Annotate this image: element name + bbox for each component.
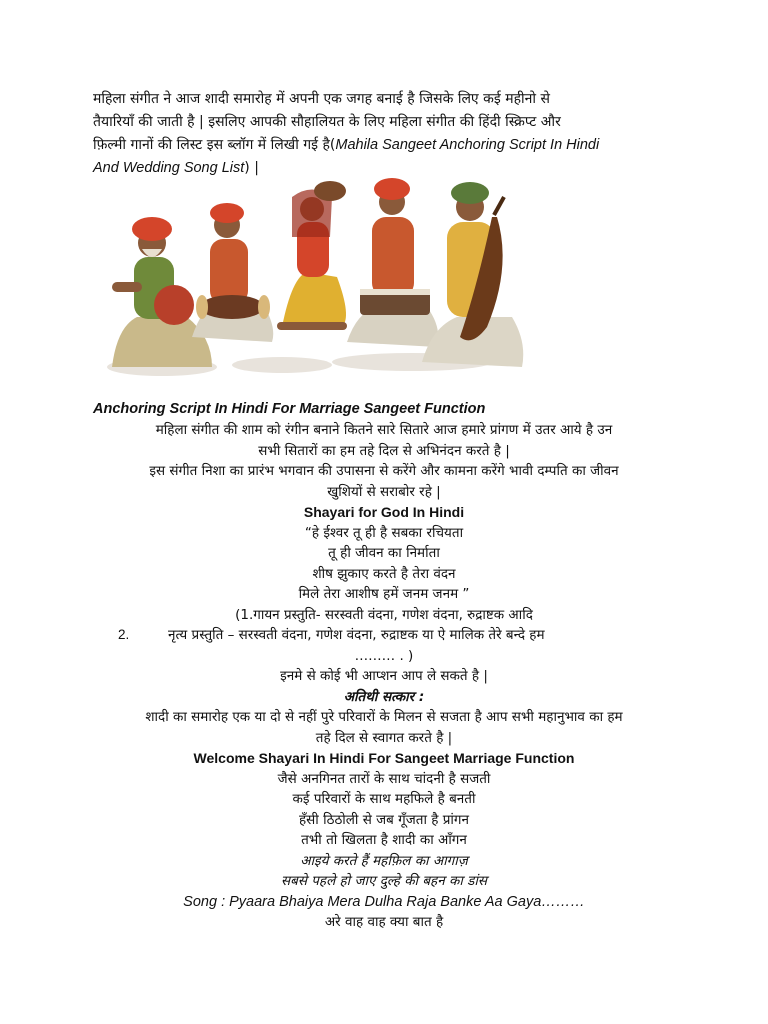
intro-line-2: तैयारियाँ की जाती है | इसलिए आपकी सौहालियत के लिए महिला संगीत की हिंदी स्क्रिप्ट और xyxy=(93,114,561,130)
paragraph-1-line-2: सभी सितारों का हम तहे दिल से अभिनंदन करते है | xyxy=(258,442,510,459)
list-item-2-number: 2. xyxy=(118,627,130,642)
shayari-welcome-line-3: हँसी ठिठोली से जब गूँजता है प्रांगन xyxy=(299,811,469,828)
intro-line-4-end: ) | xyxy=(244,160,259,176)
intro-paragraph xyxy=(93,88,683,180)
song-title: Song : Pyaara Bhaiya Mera Dulha Raja Banke Aa Gaya……… xyxy=(183,893,585,910)
shayari-god-line-3: शीष झुकाए करते है तेरा वंदन xyxy=(312,565,456,582)
list-item-1: (1.गायन प्रस्तुति- सरस्वती वंदना, गणेश वंदना, रुद्राष्टक आदि xyxy=(235,606,533,623)
figurine-sarangi-player xyxy=(422,182,523,367)
shayari-welcome-line-1: जैसे अनगिनत तारों के साथ चांदनी है सजती xyxy=(277,770,491,787)
paragraph-1-line-1: महिला संगीत की शाम को रंगीन बनाने कितने सारे सितारे आज हमारे प्रांगण में उतर आये है उन xyxy=(155,422,613,438)
shayari-welcome-line-4: तभी तो खिलता है शादी का आँगन xyxy=(301,832,467,848)
paragraph-2-line-1: इस संगीत निशा का प्रारंभ भगवान की उपासना से करेंगे और कामना करेंगे भावी दम्पति का जीवन xyxy=(149,463,619,479)
figurine-dholak-player xyxy=(192,203,273,342)
figurine-dancer-with-pot xyxy=(277,181,347,330)
figurine-harmonium-player xyxy=(347,178,438,347)
intro-line-4-english: And Wedding Song List xyxy=(93,160,245,176)
shayari-welcome-line-2: कई परिवारों के साथ महफिले है बनती xyxy=(292,791,476,807)
intro-line-3-hindi: फ़िल्मी गानों की लिस्ट इस ब्लॉग में लिखी गई है( xyxy=(93,137,336,153)
section-heading-anchoring-script: Anchoring Script In Hindi For Marriage Sangeet Function xyxy=(93,401,486,417)
intro-line-3 xyxy=(93,134,683,157)
song-after-line: अरे वाह वाह क्या बात है xyxy=(324,914,444,930)
shayari-god-line-4: मिले तेरा आशीष हमें जनम जनम ” xyxy=(298,586,470,602)
paragraph-2-line-2: खुशियों से सराबोर रहे | xyxy=(327,483,441,500)
figurine-pot-drummer xyxy=(112,217,212,367)
welcome-line-1: शादी का समारोह एक या दो से नहीं पुरे परिवारों के मिलन से सजता है आप सभी महानुभाव का हम xyxy=(145,709,623,725)
intro-line-3-english: Mahila Sangeet Anchoring Script In Hindi xyxy=(335,137,600,153)
shayari-god-line-2: तू ही जीवन का निर्माता xyxy=(328,545,440,561)
welcome-title: अतिथी सत्कार : xyxy=(343,688,425,705)
script-body xyxy=(88,420,680,933)
shayari-welcome-line-6: सबसे पहले हो जाए दुल्हे की बहन का डांस xyxy=(280,873,488,889)
shayari-welcome-title: Welcome Shayari In Hindi For Sangeet Marriage Function xyxy=(193,750,575,766)
shayari-welcome-line-5: आइये करते हैं महफ़िल का आगाज़ xyxy=(300,852,468,869)
musicians-illustration xyxy=(92,177,532,382)
list-item-2-continuation: ……… . ) xyxy=(354,647,414,664)
list-note: इनमे से कोई भी आप्शन आप ले सकते है | xyxy=(280,668,488,684)
intro-line-1: महिला संगीत ने आज शादी समारोह में अपनी एक जगह बनाई है जिसके लिए कई महीनो से xyxy=(93,91,550,107)
welcome-line-2: तहे दिल से स्वागत करते है | xyxy=(315,729,453,746)
list-item-2 xyxy=(88,625,680,646)
shayari-god-title: Shayari for God In Hindi xyxy=(303,504,465,520)
musicians-figurine-image xyxy=(92,177,532,382)
shayari-god-line-1: “हे ईश्वर तू ही है सबका रचियता xyxy=(304,524,464,541)
list-item-2-text: नृत्य प्रस्तुति – सरस्वती वंदना, गणेश वंदना, रुद्राष्टक या ऐ मालिक तेरे बन्दे हम xyxy=(168,627,545,643)
